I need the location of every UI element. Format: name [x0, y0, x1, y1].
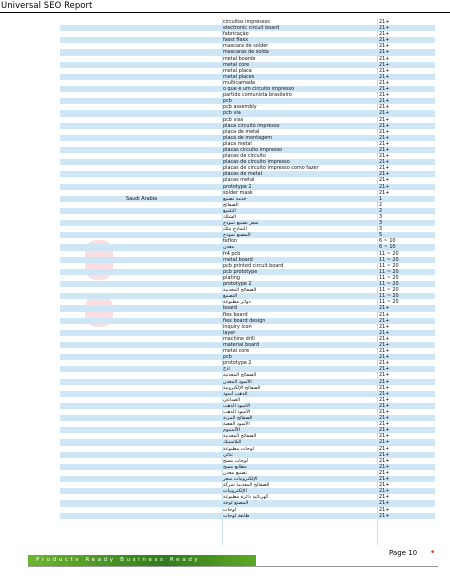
rank-cell: 6 ~ 10 — [379, 238, 396, 245]
keyword-cell: metal core — [223, 61, 250, 68]
rank-cell: 21+ — [379, 360, 390, 367]
keyword-cell: metal core — [223, 348, 250, 355]
rank-cell: 21+ — [379, 159, 390, 166]
keyword-cell: pcb via — [223, 110, 241, 117]
keyword-cell: circuitos impressos — [223, 19, 270, 25]
keyword-cell: placas circuito impresso — [223, 146, 283, 153]
keyword-cell: الإلكترونيات — [223, 488, 247, 495]
keyword-cell: board — [223, 305, 238, 312]
keyword-cell: partido comunista brasileiro — [223, 92, 292, 99]
keyword-cell: مطابع مسح — [223, 463, 247, 470]
keyword-cell: الأسود المعدن — [223, 378, 252, 385]
rank-cell: 21+ — [379, 311, 390, 318]
rank-cell: 21+ — [379, 439, 390, 446]
rank-cell: 21+ — [379, 171, 390, 178]
rank-cell: 21+ — [379, 354, 390, 361]
keyword-cell: fr4 pcb — [223, 250, 241, 257]
keyword-cell: fasst flexx — [223, 37, 249, 44]
rank-cell: 21+ — [379, 122, 390, 129]
keyword-cell: material board — [223, 341, 260, 348]
rank-cell: 21+ — [379, 421, 390, 428]
rank-cell: 21+ — [379, 79, 390, 86]
rank-cell: 21+ — [379, 49, 390, 56]
keyword-cell: multicamada — [223, 79, 256, 86]
report-title: Universal SEO Report — [1, 0, 93, 10]
rank-cell: 21+ — [379, 31, 390, 38]
keyword-cell: machine drill — [223, 335, 255, 342]
keyword-cell: pcb printed circuit board — [223, 262, 284, 269]
keyword-cell: placas metal — [223, 177, 255, 184]
keyword-cell: placa circuito impresso — [223, 122, 280, 129]
keyword-cell: معدن — [223, 244, 235, 251]
rank-cell: 21+ — [379, 323, 390, 330]
keyword-cell: الصناعي — [223, 396, 241, 403]
rank-cell: 21+ — [379, 329, 390, 336]
rank-cell: 21+ — [379, 153, 390, 160]
keyword-cell: الصفائح المعدنية — [223, 287, 257, 294]
rank-cell: 21+ — [379, 128, 390, 135]
rank-cell: 11 ~ 20 — [379, 287, 399, 294]
rank-cell: 21+ — [379, 341, 390, 348]
keyword-cell: النماذج ملك — [223, 226, 247, 233]
rank-cell: 2 — [379, 207, 383, 214]
keyword-cell: لوحات مسح — [223, 457, 248, 464]
rank-cell: 21+ — [379, 463, 390, 470]
keyword-cell: placas de circuito impresso como fazer — [223, 165, 319, 172]
rank-cell: 21+ — [379, 183, 390, 190]
rank-cell: 21+ — [379, 134, 390, 141]
keyword-cell: teflon — [223, 238, 238, 245]
rank-cell: 11 ~ 20 — [379, 299, 399, 306]
rank-cell: 21+ — [379, 366, 390, 373]
footer-rule — [28, 566, 438, 567]
keyword-cell: التصنيع — [223, 293, 238, 300]
keyword-cell: الصفائح المرنة — [223, 415, 253, 422]
keyword-cell: prototype 2 — [223, 183, 252, 190]
keyword-cell: تصنيع معدن — [223, 469, 247, 476]
rank-cell: 21+ — [379, 165, 390, 172]
rank-cell: 21+ — [379, 378, 390, 385]
rank-cell: 11 ~ 20 — [379, 268, 399, 275]
keyword-cell: دوائر مطبوعة — [223, 299, 251, 306]
page-number: Page 10 — [389, 549, 418, 557]
rank-cell: 21+ — [379, 488, 390, 495]
rank-cell: 21+ — [379, 305, 390, 312]
rank-cell: 21+ — [379, 500, 390, 507]
rank-cell: 3 — [379, 226, 383, 233]
rank-cell: 21+ — [379, 402, 390, 409]
keyword-cell: flex board — [223, 311, 248, 318]
rank-cell: 21+ — [379, 451, 390, 458]
rank-cell: 21+ — [379, 396, 390, 403]
rank-cell: 11 ~ 20 — [379, 293, 399, 300]
rank-cell: 11 ~ 20 — [379, 281, 399, 288]
keyword-cell: كهربائية دائرة مطبوعة — [223, 494, 269, 501]
rank-cell: 21+ — [379, 409, 390, 415]
keyword-cell: الألمنيوم — [223, 427, 240, 434]
rank-cell: 21+ — [379, 43, 390, 50]
rank-cell: 21+ — [379, 140, 390, 147]
rank-cell: 21+ — [379, 110, 390, 117]
keyword-cell: ادخ — [223, 366, 230, 373]
keyword-cell: البلاستيك — [223, 439, 242, 446]
rank-cell: 11 ~ 20 — [379, 262, 399, 269]
rank-cell: 21+ — [379, 177, 390, 184]
rank-cell: 2 — [379, 201, 383, 208]
keyword-cell: لوحات مطبوعة — [223, 445, 254, 452]
rank-cell: 21+ — [379, 433, 390, 440]
keyword-cell: placa de metal — [223, 128, 260, 135]
keyword-cell: flex board design — [223, 317, 266, 324]
country-cell: Saudi Arabia — [126, 195, 158, 202]
keyword-cell: pcb assembly — [223, 104, 257, 111]
rank-cell: 21+ — [379, 116, 390, 123]
keyword-cell: pcb prototype — [223, 268, 258, 275]
keyword-cell: المصنع لوحة — [223, 500, 249, 507]
keyword-cell: placas de metal — [223, 171, 262, 178]
keyword-cell: mascara de solder — [223, 43, 269, 50]
rank-cell: 3 — [379, 214, 383, 220]
rank-cell: 21+ — [379, 415, 390, 422]
keyword-cell: الصفائح المعدنية شركة — [223, 482, 270, 489]
keyword-cell: placa metal — [223, 140, 252, 147]
rank-cell: 11 ~ 20 — [379, 256, 399, 263]
rank-cell: 21+ — [379, 37, 390, 44]
rank-cell: 21+ — [379, 73, 390, 80]
rank-cell: 21+ — [379, 146, 390, 153]
keyword-cell: placa de montagem — [223, 134, 273, 141]
rank-cell: 21+ — [379, 476, 390, 483]
ranking-table — [60, 19, 435, 519]
table-row — [60, 513, 435, 519]
rank-cell: 21+ — [379, 19, 390, 25]
rank-cell: 21+ — [379, 372, 390, 379]
keyword-cell: الصفائح المعدنية — [223, 372, 257, 379]
keyword-cell: metal places — [223, 73, 255, 80]
rank-cell: 21+ — [379, 348, 390, 355]
rank-cell: 5 — [379, 232, 383, 239]
keyword-cell: الأسود الفضة — [223, 421, 250, 428]
rank-cell: 21+ — [379, 482, 390, 489]
keyword-cell: layer — [223, 329, 236, 336]
rank-cell: 21+ — [379, 61, 390, 68]
keyword-cell: placas de circuito — [223, 153, 266, 160]
rank-cell: 21+ — [379, 317, 390, 324]
keyword-cell: سعر تصنيع نموذج — [223, 220, 259, 227]
keyword-cell: الشلك — [223, 214, 236, 220]
page-bullet-icon: • — [430, 548, 436, 558]
report-header — [0, 0, 450, 13]
rank-cell: 21+ — [379, 506, 390, 513]
rank-cell: 21+ — [379, 92, 390, 99]
header-rule — [0, 12, 450, 13]
keyword-cell: metal boards — [223, 55, 256, 62]
keyword-cell: pcb vias — [223, 116, 244, 123]
rank-cell: 21+ — [379, 25, 390, 32]
keyword-cell: طابعة لوحات — [223, 512, 250, 519]
rank-cell: 21+ — [379, 427, 390, 434]
keyword-cell: الأسود الذهب — [223, 402, 251, 409]
rank-cell: 21+ — [379, 86, 390, 93]
rank-cell: 21+ — [379, 104, 390, 111]
keyword-cell: metal placa — [223, 67, 252, 74]
rank-cell: 3 — [379, 220, 383, 227]
rank-cell: 21+ — [379, 55, 390, 62]
keyword-cell: الصفائح المعدنية — [223, 433, 257, 440]
keyword-cell: inquiry icon — [223, 323, 252, 330]
keyword-cell: mascaras de solda — [223, 49, 269, 56]
rank-cell: 21+ — [379, 67, 390, 74]
keyword-cell: خدمة تصنيع — [223, 195, 247, 202]
keyword-cell: prototype 2 — [223, 360, 252, 367]
footer-banner — [28, 555, 256, 566]
rank-cell: 21+ — [379, 390, 390, 397]
keyword-cell: لوحات — [223, 506, 237, 513]
keyword-cell: الأسود الذهب — [223, 409, 251, 415]
rank-cell: 1 — [379, 195, 383, 202]
rank-cell: 11 ~ 20 — [379, 274, 399, 281]
keyword-cell: الإلكترونيات سعر — [223, 476, 258, 483]
rank-cell: 21+ — [379, 469, 390, 476]
rank-cell: 11 ~ 20 — [379, 250, 399, 257]
keyword-cell: o que é um circuito impresso — [223, 86, 295, 93]
keyword-cell: placas de circuito impresso — [223, 159, 290, 166]
keyword-cell: prototype 2 — [223, 281, 252, 288]
keyword-cell: solder mask — [223, 189, 253, 196]
rank-cell: 21+ — [379, 512, 390, 519]
rank-cell: 21+ — [379, 98, 390, 105]
keyword-cell: المصنع نموذج — [223, 232, 251, 239]
keyword-cell: الصفائح الإلكترونية — [223, 384, 261, 391]
keyword-cell: الصفائح — [223, 201, 239, 208]
keyword-cell: pcb — [223, 98, 232, 105]
footer-tagline: Products Ready Business Ready — [36, 557, 201, 563]
keyword-cell: metal board — [223, 256, 253, 263]
keyword-cell: الذهب أسود — [223, 390, 248, 397]
rank-cell: 21+ — [379, 384, 390, 391]
keyword-cell: fabricação — [223, 31, 249, 38]
keyword-cell: التلميع — [223, 207, 236, 214]
keyword-cell: electronic circuit board — [223, 25, 280, 32]
rank-cell: 21+ — [379, 445, 390, 452]
rank-cell: 21+ — [379, 335, 390, 342]
keyword-cell: ثنائي — [223, 451, 233, 458]
rank-cell: 21+ — [379, 457, 390, 464]
keyword-cell: plating — [223, 274, 240, 281]
rank-cell: 21+ — [379, 189, 390, 196]
rank-cell: 21+ — [379, 494, 390, 501]
rank-cell: 6 ~ 10 — [379, 244, 396, 251]
keyword-cell: pcb — [223, 354, 232, 361]
